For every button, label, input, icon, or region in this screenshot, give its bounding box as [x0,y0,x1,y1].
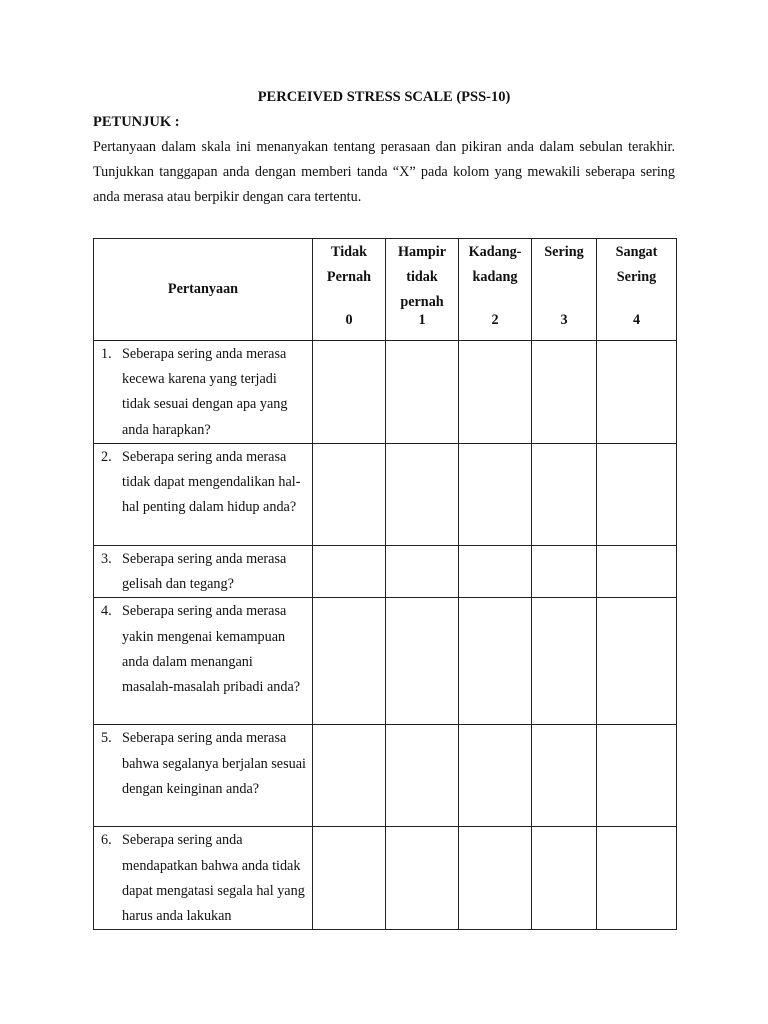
answer-cell-score-3[interactable] [532,444,597,546]
question-text: Seberapa sering anda merasa yakin mengenai kemampuan anda dalam menangani masalah-masalah pribadi anda? [122,603,301,696]
question-number: 2. [101,449,112,465]
question-cell [94,546,313,598]
question-text: Seberapa sering anda merasa kecewa karena yang terjadi tidak sesuai dengan apa yang anda harapkan? [122,346,288,438]
answer-cell-score-1[interactable] [386,444,459,546]
answer-cell-score-0[interactable] [313,725,386,827]
table-row [94,725,677,827]
answer-cell-score-2[interactable] [459,341,532,444]
instructions-text: Pertanyaan dalam skala ini menanyakan tentang perasaan dan pikiran anda dalam sebulan terakhir. Tunjukkan tanggapan anda dengan memberi tanda “X” pada kolom yang mewakili seberapa sering anda merasa atau berpikir dengan cara tertentu. [93,139,675,205]
answer-cell-score-2[interactable] [459,827,532,930]
answer-cell-score-4[interactable] [597,546,677,598]
question-number: 1. [101,346,112,362]
question-text: Seberapa sering anda merasa bahwa segalanya berjalan sesuai dengan keinginan anda? [122,730,306,797]
answer-cell-score-1[interactable] [386,598,459,725]
answer-cell-score-3[interactable] [532,546,597,598]
question-text: Seberapa sering anda merasa tidak dapat mengendalikan hal-hal penting dalam hidup anda? [122,449,301,516]
answer-cell-score-4[interactable] [597,598,677,725]
option-label: Sering [544,244,584,260]
question-number: 6. [101,832,112,849]
question-cell [94,725,313,827]
answer-cell-score-4[interactable] [597,341,677,444]
table-row [94,444,677,546]
answer-cell-score-0[interactable] [313,341,386,444]
answer-cell-score-4[interactable] [597,444,677,546]
option-score: 2 [491,312,499,328]
answer-cell-score-1[interactable] [386,725,459,827]
option-label: Hampir tidak pernah [397,244,447,310]
pss-questionnaire-table [93,238,677,930]
answer-cell-score-2[interactable] [459,444,532,546]
answer-cell-score-0[interactable] [313,444,386,546]
option-score: 0 [345,312,353,328]
option-label: Kadang-kadang [468,244,522,285]
question-cell [94,598,313,725]
answer-cell-score-2[interactable] [459,598,532,725]
question-column-header: Pertanyaan [94,239,313,341]
answer-cell-score-3[interactable] [532,827,597,930]
table-header-row [94,239,677,341]
answer-cell-score-3[interactable] [532,598,597,725]
option-label: Tidak Pernah [326,244,372,285]
option-label: Sangat Sering [615,244,658,285]
option-score: 3 [560,312,568,328]
question-text: Seberapa sering anda mendapatkan bahwa anda tidak dapat mengatasi segala hal yang harus anda lakukan [122,832,305,925]
question-number: 3. [101,551,112,567]
instructions-heading: PETUNJUK : [93,114,180,130]
option-score: 4 [632,312,641,328]
answer-cell-score-0[interactable] [313,546,386,598]
answer-cell-score-2[interactable] [459,546,532,598]
option-header-4 [597,239,677,341]
question-cell [94,341,313,444]
question-number: 4. [101,603,112,620]
table-row [94,827,677,930]
table-row [94,598,677,725]
option-header-2 [459,239,532,341]
question-cell [94,827,313,930]
option-header-0 [313,239,386,341]
answer-cell-score-4[interactable] [597,827,677,930]
question-number: 5. [101,730,112,747]
table-row [94,341,677,444]
answer-cell-score-0[interactable] [313,827,386,930]
question-cell [94,444,313,546]
answer-cell-score-3[interactable] [532,725,597,827]
table-row [94,546,677,598]
option-header-3 [532,239,597,341]
answer-cell-score-2[interactable] [459,725,532,827]
answer-cell-score-3[interactable] [532,341,597,444]
answer-cell-score-1[interactable] [386,546,459,598]
document-title: PERCEIVED STRESS SCALE (PSS-10) [257,89,511,105]
option-score: 1 [418,312,426,328]
answer-cell-score-0[interactable] [313,598,386,725]
answer-cell-score-4[interactable] [597,725,677,827]
question-text: Seberapa sering anda merasa gelisah dan tegang? [122,551,287,593]
answer-cell-score-1[interactable] [386,827,459,930]
answer-cell-score-1[interactable] [386,341,459,444]
option-header-1 [386,239,459,341]
